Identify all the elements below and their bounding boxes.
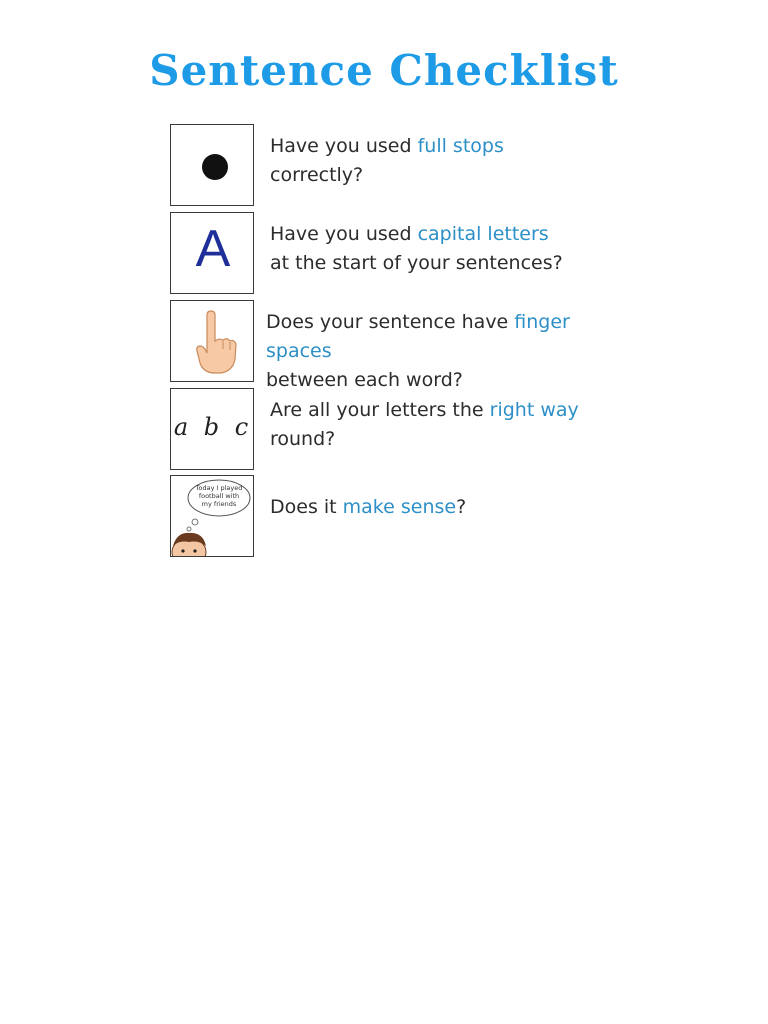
pointing-finger-icon [171, 301, 254, 382]
question-text: Are all your letters the [270, 399, 490, 421]
thought-bubble-text: Today I played football with my friends [195, 484, 243, 508]
question-text: Does your sentence have [266, 311, 515, 333]
question-text: round? [270, 428, 336, 450]
question-keyword: finger spaces [266, 311, 570, 362]
icon-box [170, 388, 254, 470]
page-title: Sentence Checklist [149, 46, 619, 95]
question-text: correctly? [270, 164, 364, 186]
capital-letter-a-icon: A [195, 220, 231, 278]
question-text: Have you used [270, 135, 418, 157]
icon-box [170, 475, 254, 557]
checklist-question [270, 396, 610, 454]
question-keyword: capital letters [417, 223, 549, 245]
question-keyword: right way [489, 399, 579, 421]
checklist-item [170, 388, 610, 472]
question-text: Have you used [270, 223, 418, 245]
checklist-item [170, 212, 610, 296]
checklist-question [270, 493, 610, 522]
checklist-item [170, 300, 610, 391]
checklist-question [270, 132, 610, 190]
icon-box [170, 212, 254, 294]
question-keyword: make sense [342, 496, 457, 518]
question-text: between each word? [266, 369, 463, 391]
full-stop-dot-icon [202, 154, 228, 180]
checklist-item [170, 475, 610, 559]
checklist-item [170, 124, 610, 208]
checklist-question [266, 308, 606, 395]
icon-box [170, 124, 254, 206]
question-text: at the start of your sentences? [270, 252, 563, 274]
question-text: ? [456, 496, 467, 518]
icon-box [170, 300, 254, 382]
checklist-question [270, 220, 610, 278]
abc-letters-icon: a b c [173, 413, 253, 441]
question-keyword: full stops [417, 135, 504, 157]
question-text: Does it [270, 496, 343, 518]
